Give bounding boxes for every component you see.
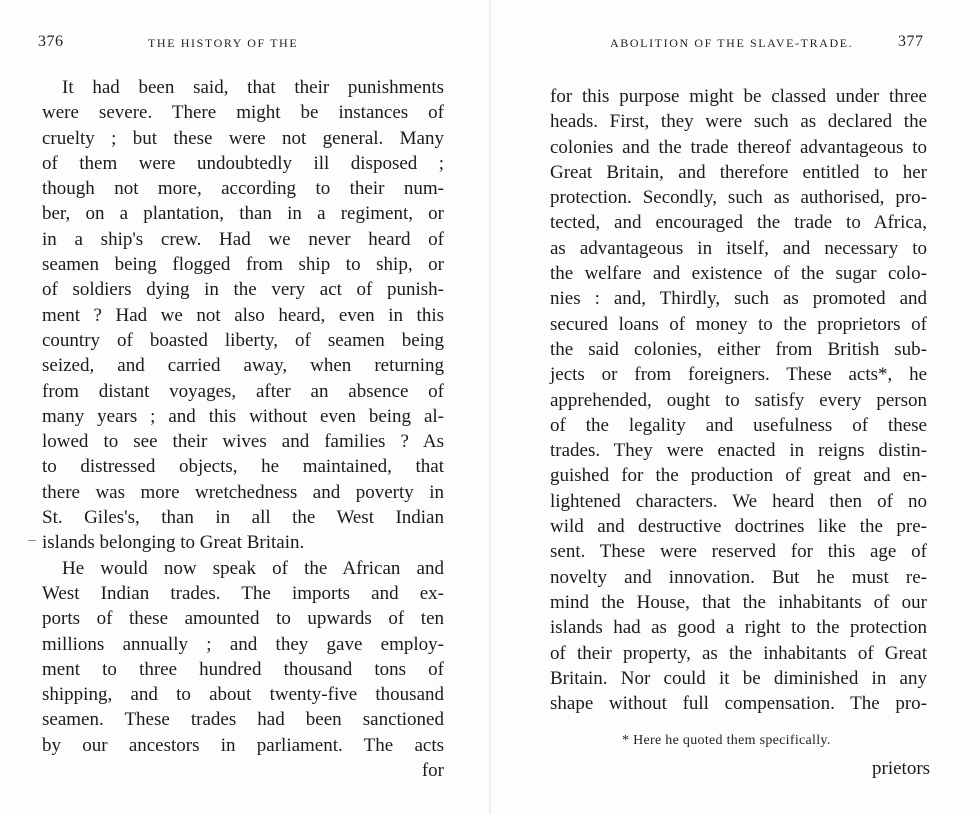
page-number: 377 — [898, 33, 924, 50]
text-line: wild and destructive doctrines like the pre- — [550, 516, 927, 538]
text-line: sent. These were reserved for this age of — [550, 541, 927, 563]
text-line: West Indian trades. The imports and ex- — [42, 582, 444, 604]
text-line: ment ? Had we not also heard, even in this — [42, 304, 444, 326]
text-line: ment to three hundred thousand tons of — [42, 658, 444, 680]
text-line: by our ancestors in parliament. The acts — [42, 734, 444, 756]
text-line: mind the House, that the inhabitants of our — [550, 591, 927, 613]
text-line: though not more, according to their num- — [42, 178, 444, 200]
text-line: millions annually ; and they gave employ- — [42, 633, 444, 655]
text-line: tected, and encouraged the trade to Africa, — [550, 212, 927, 234]
page-number: 376 — [38, 33, 64, 50]
text-line: colonies and the trade thereof advantageous to — [550, 136, 927, 158]
running-head: ABOLITION OF THE SLAVE-TRADE. — [610, 36, 854, 50]
text-line: apprehended, ought to satisfy every person — [550, 389, 927, 411]
text-line: guished for the production of great and en- — [550, 465, 927, 487]
text-line: seamen. These trades had been sanctioned — [42, 709, 444, 731]
running-head: THE HISTORY OF THE — [148, 36, 299, 50]
catchword: prietors — [872, 758, 931, 779]
text-line: protection. Secondly, such as authorised, pro- — [550, 187, 927, 209]
text-line: heads. First, they were such as declared the — [550, 111, 927, 133]
text-line: ports of these amounted to upwards of ten — [42, 608, 444, 630]
text-line: the said colonies, either from British sub- — [550, 338, 927, 360]
body-text — [42, 75, 444, 783]
text-line: in a ship's crew. Had we never heard of — [42, 228, 444, 250]
text-line: lightened characters. We heard then of no — [550, 490, 927, 512]
text-line: shipping, and to about twenty-five thousand — [42, 684, 444, 706]
text-line: for this purpose might be classed under three — [550, 86, 927, 107]
footnote: * Here he quoted them specifically. — [622, 733, 831, 748]
text-line: shape without full compensation. The pro- — [550, 693, 927, 715]
text-line: as advantageous in itself, and necessary to — [550, 237, 927, 259]
text-line: there was more wretchedness and poverty in — [42, 481, 444, 503]
text-line: the welfare and existence of the sugar colo- — [550, 263, 927, 285]
text-line: lowed to see their wives and families ? As — [42, 431, 444, 453]
text-line: of the legality and usefulness of these — [550, 414, 927, 436]
text-line: secured loans of money to the proprietors of — [550, 313, 927, 335]
text-line: Britain. Nor could it be diminished in any — [550, 667, 927, 689]
body-text — [550, 84, 927, 716]
catchword: for — [421, 760, 444, 782]
text-line: country of boasted liberty, of seamen being — [42, 329, 444, 351]
margin-mark — [28, 540, 36, 541]
text-line: to distressed objects, he maintained, that — [42, 456, 444, 478]
text-line: of soldiers dying in the very act of punish- — [42, 279, 444, 301]
text-line: seized, and carried away, when returning — [42, 355, 444, 377]
text-line: of their property, as the inhabitants of Great — [550, 642, 927, 664]
text-line: jects or from foreigners. These acts*, he — [550, 364, 927, 386]
text-line: cruelty ; but these were not general. Many — [42, 127, 444, 149]
text-line: many years ; and this without even being al- — [42, 405, 444, 427]
text-line: of them were undoubtedly ill disposed ; — [42, 152, 444, 174]
text-line: Great Britain, and therefore entitled to her — [550, 161, 927, 183]
text-line: from distant voyages, after an absence of — [42, 380, 444, 402]
text-line: ber, on a plantation, than in a regiment, or — [42, 203, 444, 225]
text-line: nies : and, Thirdly, such as promoted and — [550, 288, 927, 310]
text-line: St. Giles's, than in all the West Indian — [42, 507, 444, 529]
text-line: islands belonging to Great Britain. — [42, 532, 305, 554]
text-line: trades. They were enacted in reigns distin- — [550, 440, 927, 462]
text-line: It had been said, that their punishments — [62, 77, 444, 98]
text-line: were severe. There might be instances of — [42, 102, 444, 124]
text-line: islands had as good a right to the protection — [550, 617, 927, 639]
text-line: He would now speak of the African and — [62, 557, 444, 579]
text-line: novelty and innovation. But he must re- — [550, 566, 927, 588]
text-line: seamen being flogged from ship to ship, or — [42, 254, 444, 276]
right-page — [490, 0, 980, 814]
